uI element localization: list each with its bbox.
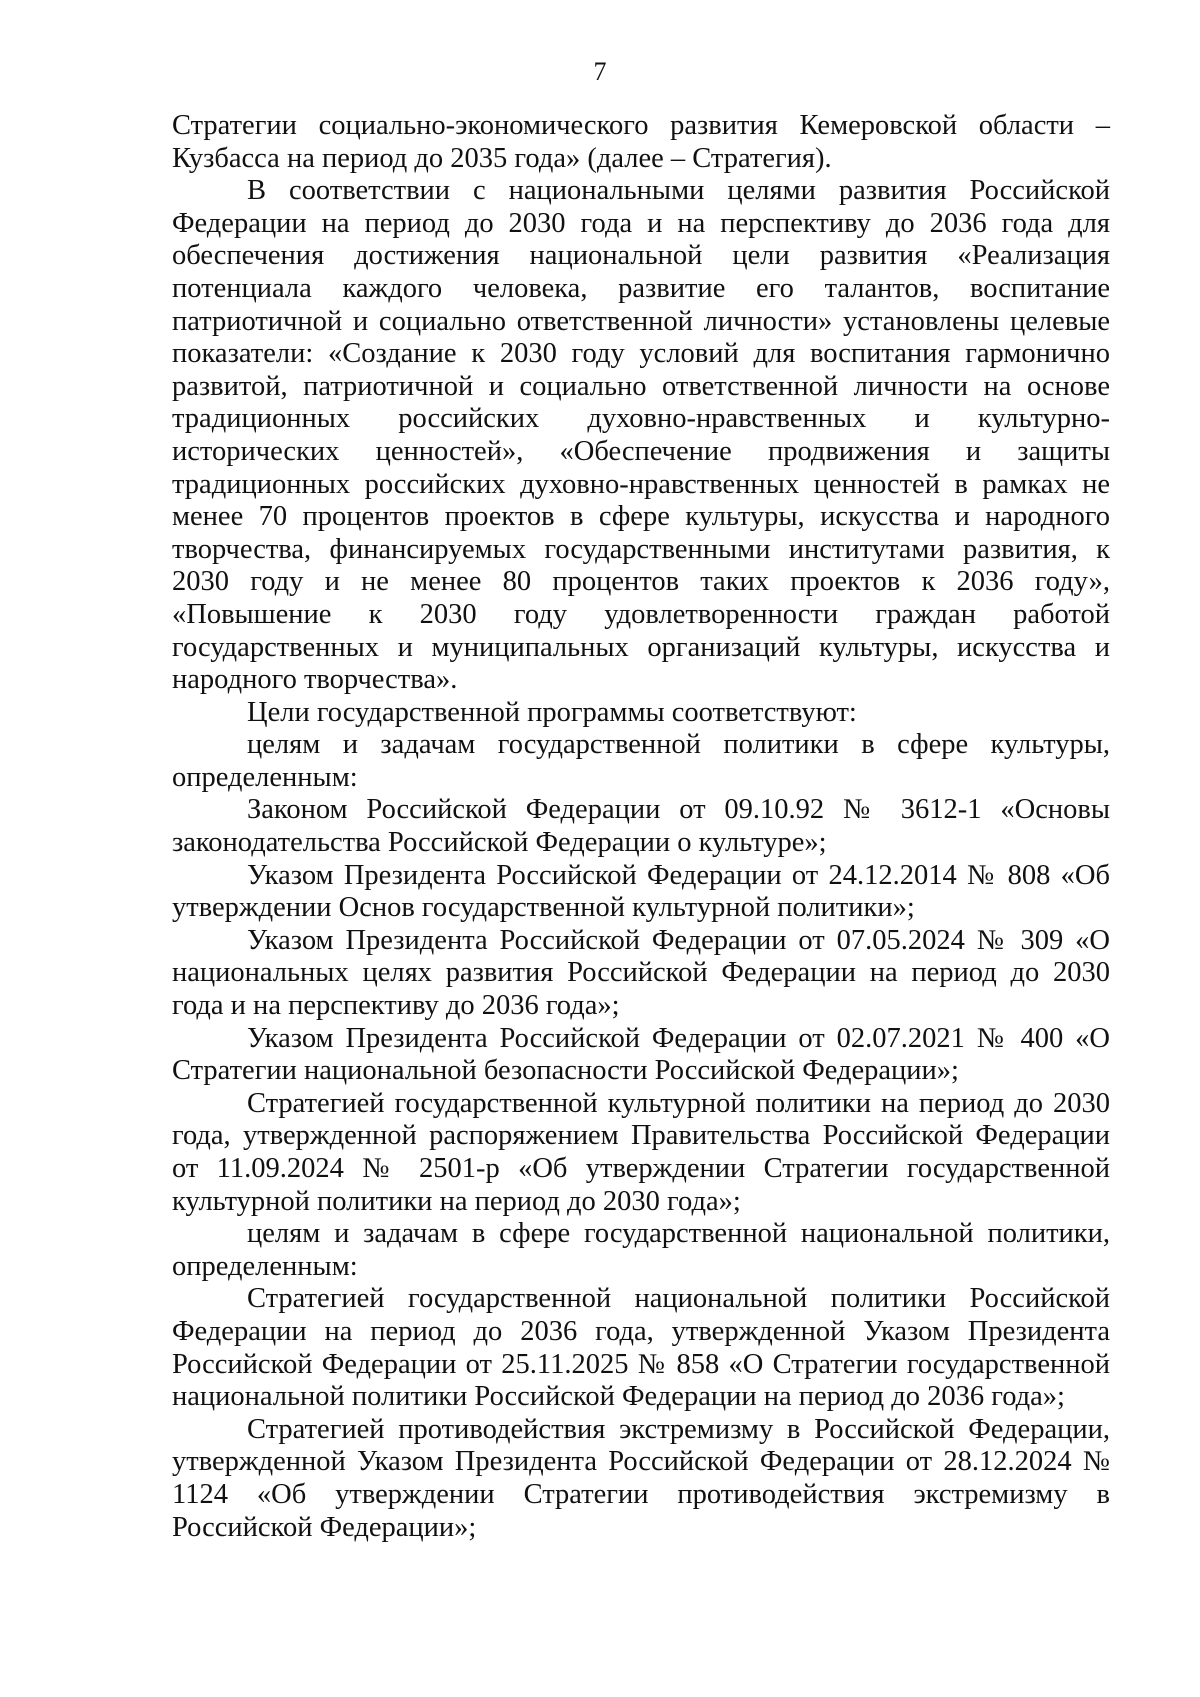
paragraph-culture-policy-goals: целям и задачам государственной политики в сфере культуры, определенным:: [172, 729, 1110, 793]
paragraph-order-2501-r: Стратегией государственной культурной политики на период до 2030 года, утвержденной распоряжением Правительства Российской Федерации от 11.09.2024 № 2501-р «Об утверждении Стратегии государственной культурной политики на период до 2030 года»;: [172, 1087, 1110, 1217]
paragraph-decree-858: Стратегией государственной национальной политики Российской Федерации на период до 2036 года, утвержденной Указом Президента Российской Федерации от 25.11.2025 № 858 «О Стратегии государственной национальной политики Российской Федерации на период до 2036 года»;: [172, 1283, 1110, 1413]
page-number: 7: [593, 57, 607, 86]
paragraph-decree-309: Указом Президента Российской Федерации от 07.05.2024 № 309 «О национальных целях развития Российской Федерации на период до 2030 года и на перспективу до 2036 года»;: [172, 924, 1110, 1022]
paragraph-program-goals-intro: Цели государственной программы соответствуют:: [247, 696, 857, 728]
paragraph-national-policy-goals: целям и задачам в сфере государственной национальной политики, определенным:: [172, 1218, 1110, 1282]
paragraph-strategy-continuation: Стратегии социально-экономического развития Кемеровской области – Кузбасса на период до 2035 года» (далее – Стратегия).: [172, 110, 1110, 174]
paragraph-national-goals: В соответствии с национальными целями развития Российской Федерации на период до 2030 года и на перспективу до 2036 года для обеспечения достижения национальной цели развития «Реализация потенциала каждого человека, развитие его талантов, воспитание патриотичной и социально ответственной личности» установлены целевые показатели: «Создание к 2030 году условий для воспитания гармонично развитой, патриотичной и социально ответственной личности на основе традиционных российских духовно-нравственных и культурно-исторических ценностей», «Обеспечение продвижения и защиты традиционных российских духовно-нравственных ценностей в рамках не менее 70 процентов проектов в сфере культуры, искусства и народного творчества, финансируемых государственными институтами развития, к 2030 году и не менее 80 процентов таких проектов к 2036 году», «Повышение к 2030 году удовлетворенности граждан работой государственных и муниципальных организаций культуры, искусства и народного творчества».: [172, 175, 1110, 696]
paragraph-decree-400: Указом Президента Российской Федерации от 02.07.2021 № 400 «О Стратегии национальной безопасности Российской Федерации»;: [172, 1022, 1110, 1087]
document-body: [172, 110, 1110, 1544]
paragraph-law-3612-1: Законом Российской Федерации от 09.10.92 № 3612-1 «Основы законодательства Российской Федерации о культуре»;: [172, 794, 1110, 859]
paragraph-decree-808: Указом Президента Российской Федерации от 24.12.2014 № 808 «Об утверждении Основ государственной культурной политики»;: [172, 859, 1110, 924]
paragraph-decree-1124: Стратегией противодействия экстремизму в Российской Федерации, утвержденной Указом Президента Российской Федерации от 28.12.2024 № 1124 «Об утверждении Стратегии противодействия экстремизму в Российской Федерации»;: [172, 1413, 1110, 1543]
